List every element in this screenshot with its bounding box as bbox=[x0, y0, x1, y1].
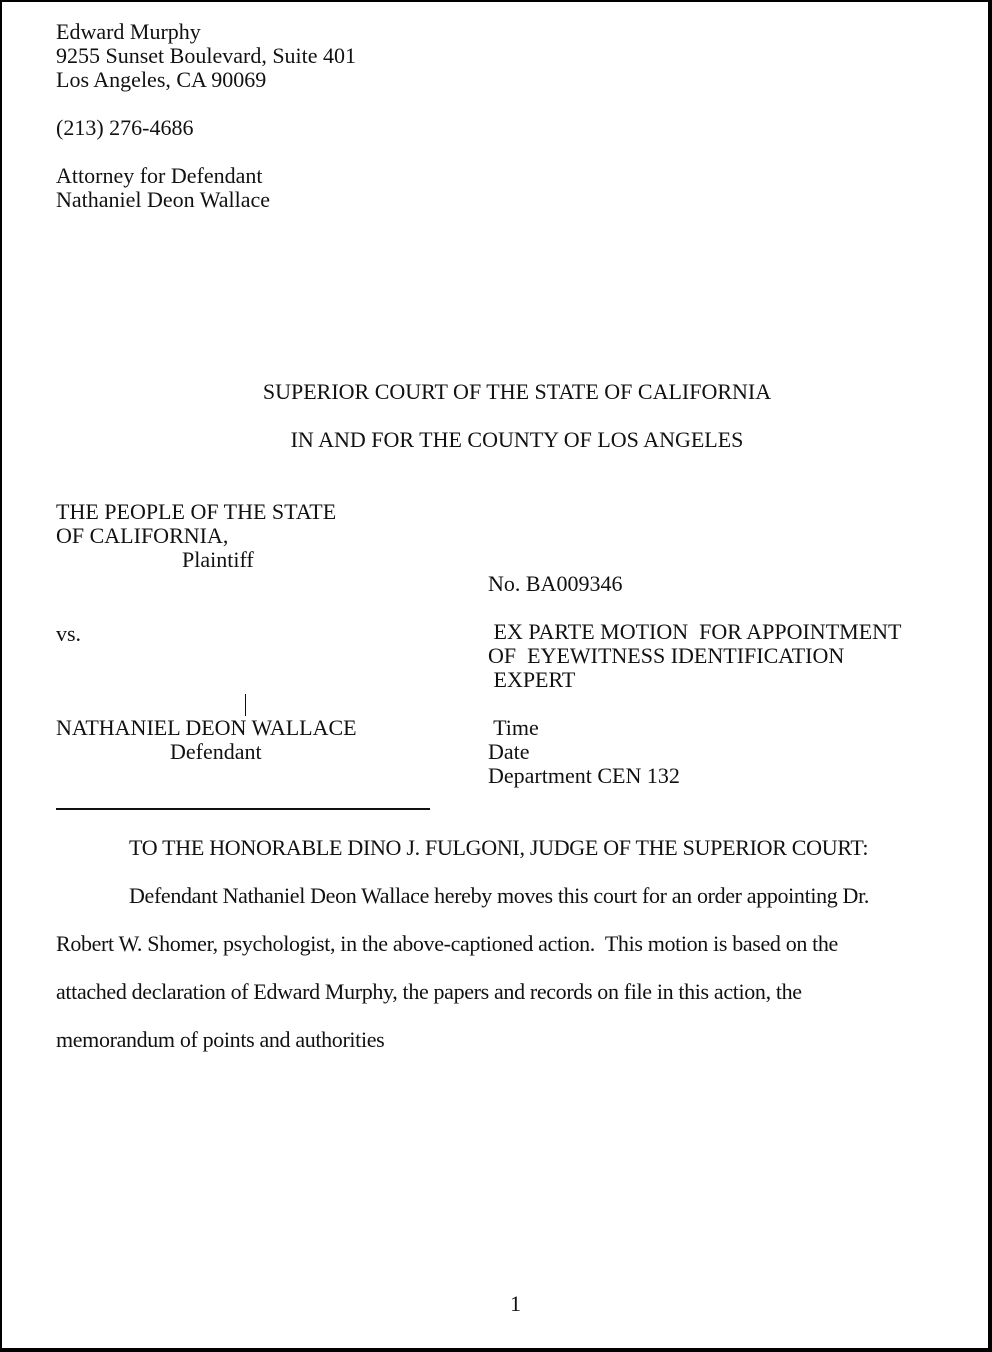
attorney-role-line2: Nathaniel Deon Wallace bbox=[56, 187, 271, 212]
versus-text: vs. bbox=[56, 621, 82, 646]
page-number: 1 bbox=[510, 1291, 521, 1316]
hearing-department: Department CEN 132 bbox=[488, 763, 680, 788]
attorney-role-line1: Attorney for Defendant bbox=[56, 163, 263, 188]
attorney-address-line2: Los Angeles, CA 90069 bbox=[56, 67, 267, 92]
salutation: TO THE HONORABLE DINO J. FULGONI, JUDGE OF THE SUPERIOR COURT: bbox=[129, 835, 869, 860]
hearing-date-label: Date bbox=[488, 739, 530, 764]
attorney-phone: (213) 276-4686 bbox=[56, 115, 194, 140]
attorney-address-line1: 9255 Sunset Boulevard, Suite 401 bbox=[56, 43, 357, 68]
motion-title-line2: OF EYEWITNESS IDENTIFICATION bbox=[488, 643, 845, 668]
hearing-time-label: Time bbox=[488, 715, 539, 740]
court-heading-line1: SUPERIOR COURT OF THE STATE OF CALIFORNIA bbox=[262, 379, 772, 404]
paragraph-line: memorandum of points and authorities bbox=[56, 1027, 385, 1052]
paragraph-line: Defendant Nathaniel Deon Wallace hereby moves this court for an order appointing Dr. bbox=[129, 883, 869, 908]
attorney-name: Edward Murphy bbox=[56, 19, 201, 44]
paragraph-line: attached declaration of Edward Murphy, the papers and records on file in this action, the bbox=[56, 979, 802, 1004]
case-number: No. BA009346 bbox=[488, 571, 623, 596]
defendant-label: Defendant bbox=[170, 739, 262, 764]
paragraph-line: Robert W. Shomer, psychologist, in the above-captioned action. This motion is based on the bbox=[56, 931, 838, 956]
motion-title-line1: EX PARTE MOTION FOR APPOINTMENT bbox=[488, 619, 902, 644]
court-heading-line2: IN AND FOR THE COUNTY OF LOS ANGELES bbox=[290, 427, 744, 452]
defendant-name: NATHANIEL DEON WALLACE bbox=[56, 715, 357, 740]
caption-divider-line bbox=[56, 808, 430, 810]
plaintiff-label: Plaintiff bbox=[182, 547, 254, 572]
text-cursor-mark bbox=[245, 694, 246, 716]
plaintiff-line1: THE PEOPLE OF THE STATE bbox=[56, 499, 337, 524]
motion-title-line3: EXPERT bbox=[488, 667, 576, 692]
plaintiff-line2: OF CALIFORNIA, bbox=[56, 523, 229, 548]
